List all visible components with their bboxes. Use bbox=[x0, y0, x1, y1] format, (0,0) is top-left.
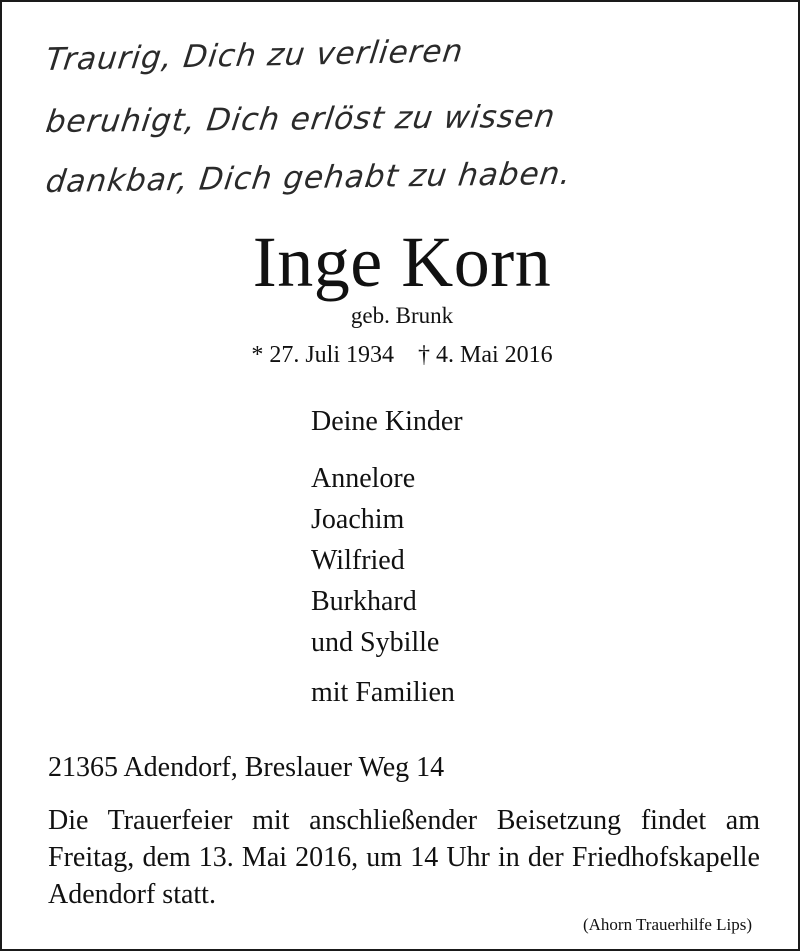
address: 21365 Adendorf, Breslauer Weg 14 bbox=[48, 752, 445, 783]
verse-line-3: dankbar, Dich gehabt zu haben. bbox=[43, 155, 574, 201]
life-dates: * 27. Juli 1934 † 4. Mai 2016 bbox=[251, 342, 553, 368]
family-block bbox=[311, 402, 463, 713]
verse-line-1: Traurig, Dich zu verlieren bbox=[43, 33, 466, 79]
family-closing: mit Familien bbox=[311, 677, 455, 708]
funeral-notice: Die Trauerfeier mit anschließender Beisetzung findet am Freitag, dem 13. Mai 2016, um 14 Uhr in der Friedhofskapelle Adendorf statt. bbox=[48, 805, 760, 910]
family-member: Annelore bbox=[311, 463, 416, 494]
family-heading: Deine Kinder bbox=[311, 406, 463, 437]
funeral-home-credit: (Ahorn Trauerhilfe Lips) bbox=[582, 915, 752, 934]
family-member: Wilfried bbox=[311, 545, 405, 576]
birth-name: geb. Brunk bbox=[350, 303, 454, 328]
family-member: Joachim bbox=[311, 504, 405, 535]
verse-line-2: beruhigt, Dich erlöst zu wissen bbox=[43, 98, 558, 141]
family-member: Burkhard bbox=[311, 586, 417, 617]
deceased-name: Inge Korn bbox=[252, 222, 552, 302]
family-member: und Sybille bbox=[311, 627, 440, 658]
